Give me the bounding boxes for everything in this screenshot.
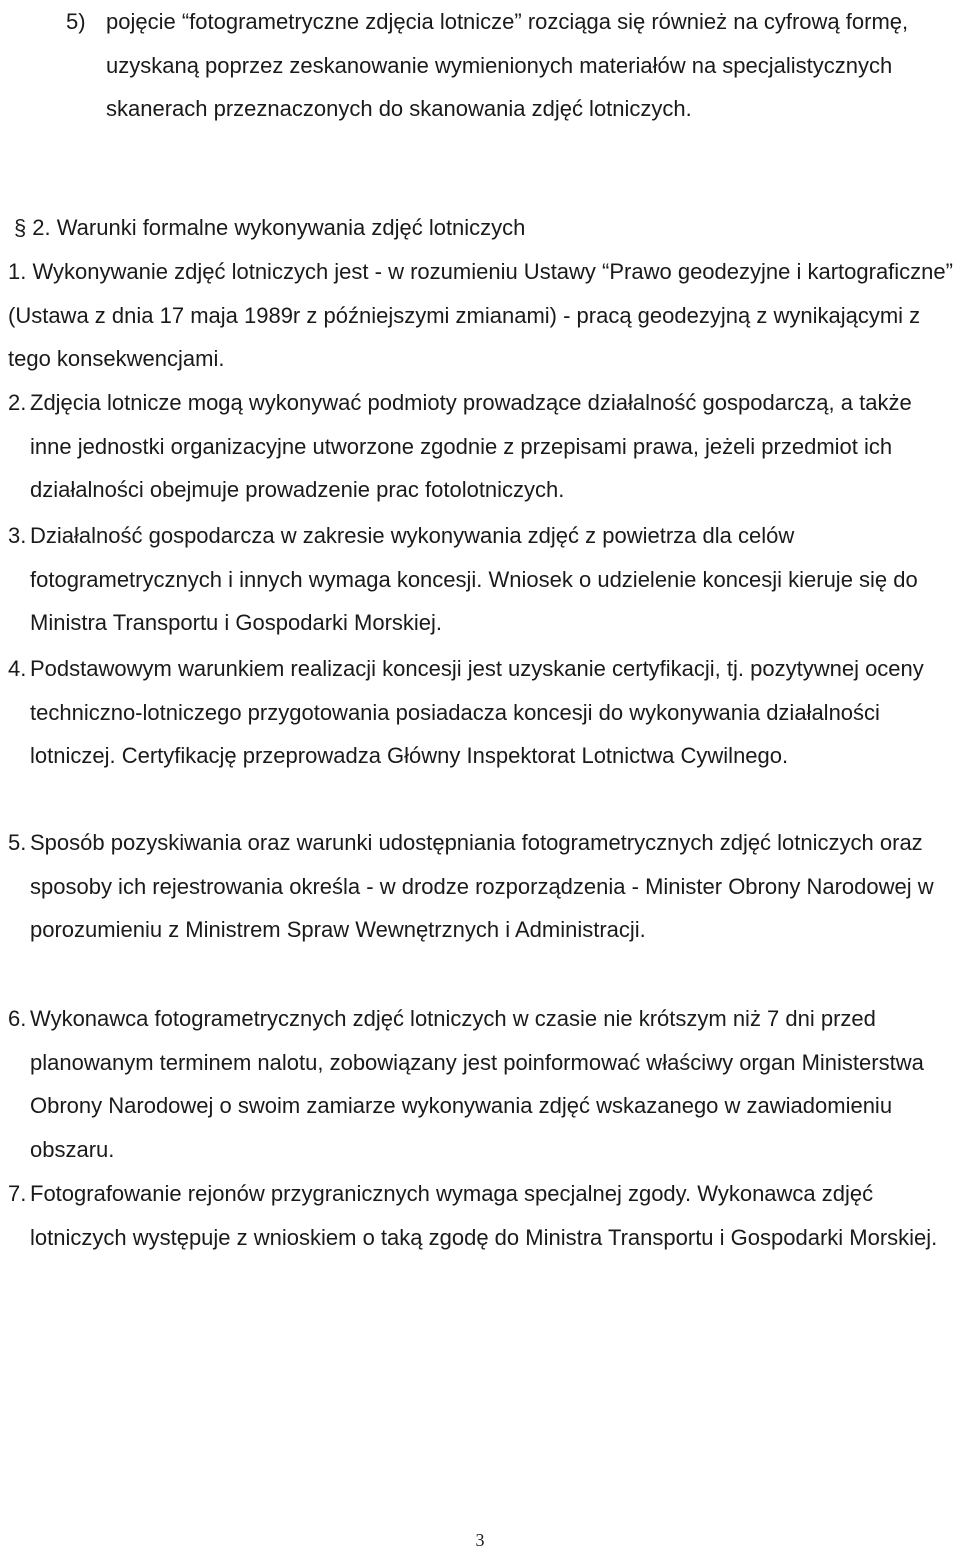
page-number: 3 xyxy=(475,1530,485,1550)
paragraph-text: Działalność gospodarcza w zakresie wykonywania zdjęć z powietrza dla celów fotogrametrycznych i innych wymaga koncesji. Wniosek o udzielenie koncesji kieruje się do Ministra Transportu i Gospodarki Morskiej. xyxy=(30,523,918,636)
list-item-number: 5) xyxy=(66,9,86,34)
paragraph-number: 4. xyxy=(8,656,27,681)
paragraph-text: Zdjęcia lotnicze mogą wykonywać podmioty prowadzące działalność gospodarczą, a także inne jednostki organizacyjne utworzone zgodnie z przepisami prawa, jeżeli przedmiot ich działalności obejmuje prowadzenie prac fotolotniczych. xyxy=(30,390,912,502)
section-symbol: § xyxy=(14,215,27,240)
paragraph-5 xyxy=(8,821,953,952)
paragraph-2 xyxy=(8,381,953,512)
paragraph-number: 5. xyxy=(8,830,27,855)
paragraph-number: 7. xyxy=(8,1181,27,1206)
paragraph-text: Fotografowanie rejonów przygranicznych wymaga specjalnej zgody. Wykonawca zdjęć lotniczych występuje z wnioskiem o taką zgodę do Ministra Transportu i Gospodarki Morskiej. xyxy=(30,1181,938,1250)
section-heading xyxy=(14,206,525,249)
paragraph-4 xyxy=(8,647,953,778)
list-item-text: pojęcie “fotogrametryczne zdjęcia lotnicze” rozciąga się również na cyfrową formę, uzyskaną poprzez zeskanowanie wymienionych materiałów na specjalistycznych skanerach przeznaczonych do skanowania zdjęć lotniczych. xyxy=(106,9,909,122)
paragraph-6 xyxy=(8,997,953,1171)
continued-list-item xyxy=(66,0,956,131)
paragraph-number: 6. xyxy=(8,1006,27,1031)
paragraph-text: Sposób pozyskiwania oraz warunki udostępniania fotogrametrycznych zdjęć lotniczych oraz sposoby ich rejestrowania określa - w drodze rozporządzenia - Minister Obrony Narodowej w porozumieniu z Ministrem Spraw Wewnętrznych i Administracji. xyxy=(30,830,934,943)
paragraph-1 xyxy=(8,250,953,381)
section-title: 2. Warunki formalne wykonywania zdjęć lotniczych xyxy=(32,215,526,240)
paragraph-7 xyxy=(8,1172,953,1259)
paragraph-number: 3. xyxy=(8,523,27,548)
paragraph-text: Wykonywanie zdjęć lotniczych jest - w rozumieniu Ustawy “Prawo geodezyjne i kartograficzne” (Ustawa z dnia 17 maja 1989r z późniejszymi zmianami) - pracą geodezyjną z wynikającymi z tego konsekwencjami. xyxy=(8,259,953,371)
paragraph-text: Wykonawca fotogrametrycznych zdjęć lotniczych w czasie nie krótszym niż 7 dni przed planowanym terminem nalotu, zobowiązany jest poinformować właściwy organ Ministerstwa Obrony Narodowej o swoim zamiarze wykonywania zdjęć wskazanego w zawiadomieniu obszaru. xyxy=(30,1006,924,1162)
paragraph-number: 1. xyxy=(8,259,27,284)
paragraph-number: 2. xyxy=(8,390,27,415)
paragraph-3 xyxy=(8,514,953,645)
paragraph-text: Podstawowym warunkiem realizacji koncesji jest uzyskanie certyfikacji, tj. pozytywnej oceny techniczno-lotniczego przygotowania posiadacza koncesji do wykonywania działalności lotniczej. Certyfikację przeprowadza Główny Inspektorat Lotnictwa Cywilnego. xyxy=(30,656,924,769)
